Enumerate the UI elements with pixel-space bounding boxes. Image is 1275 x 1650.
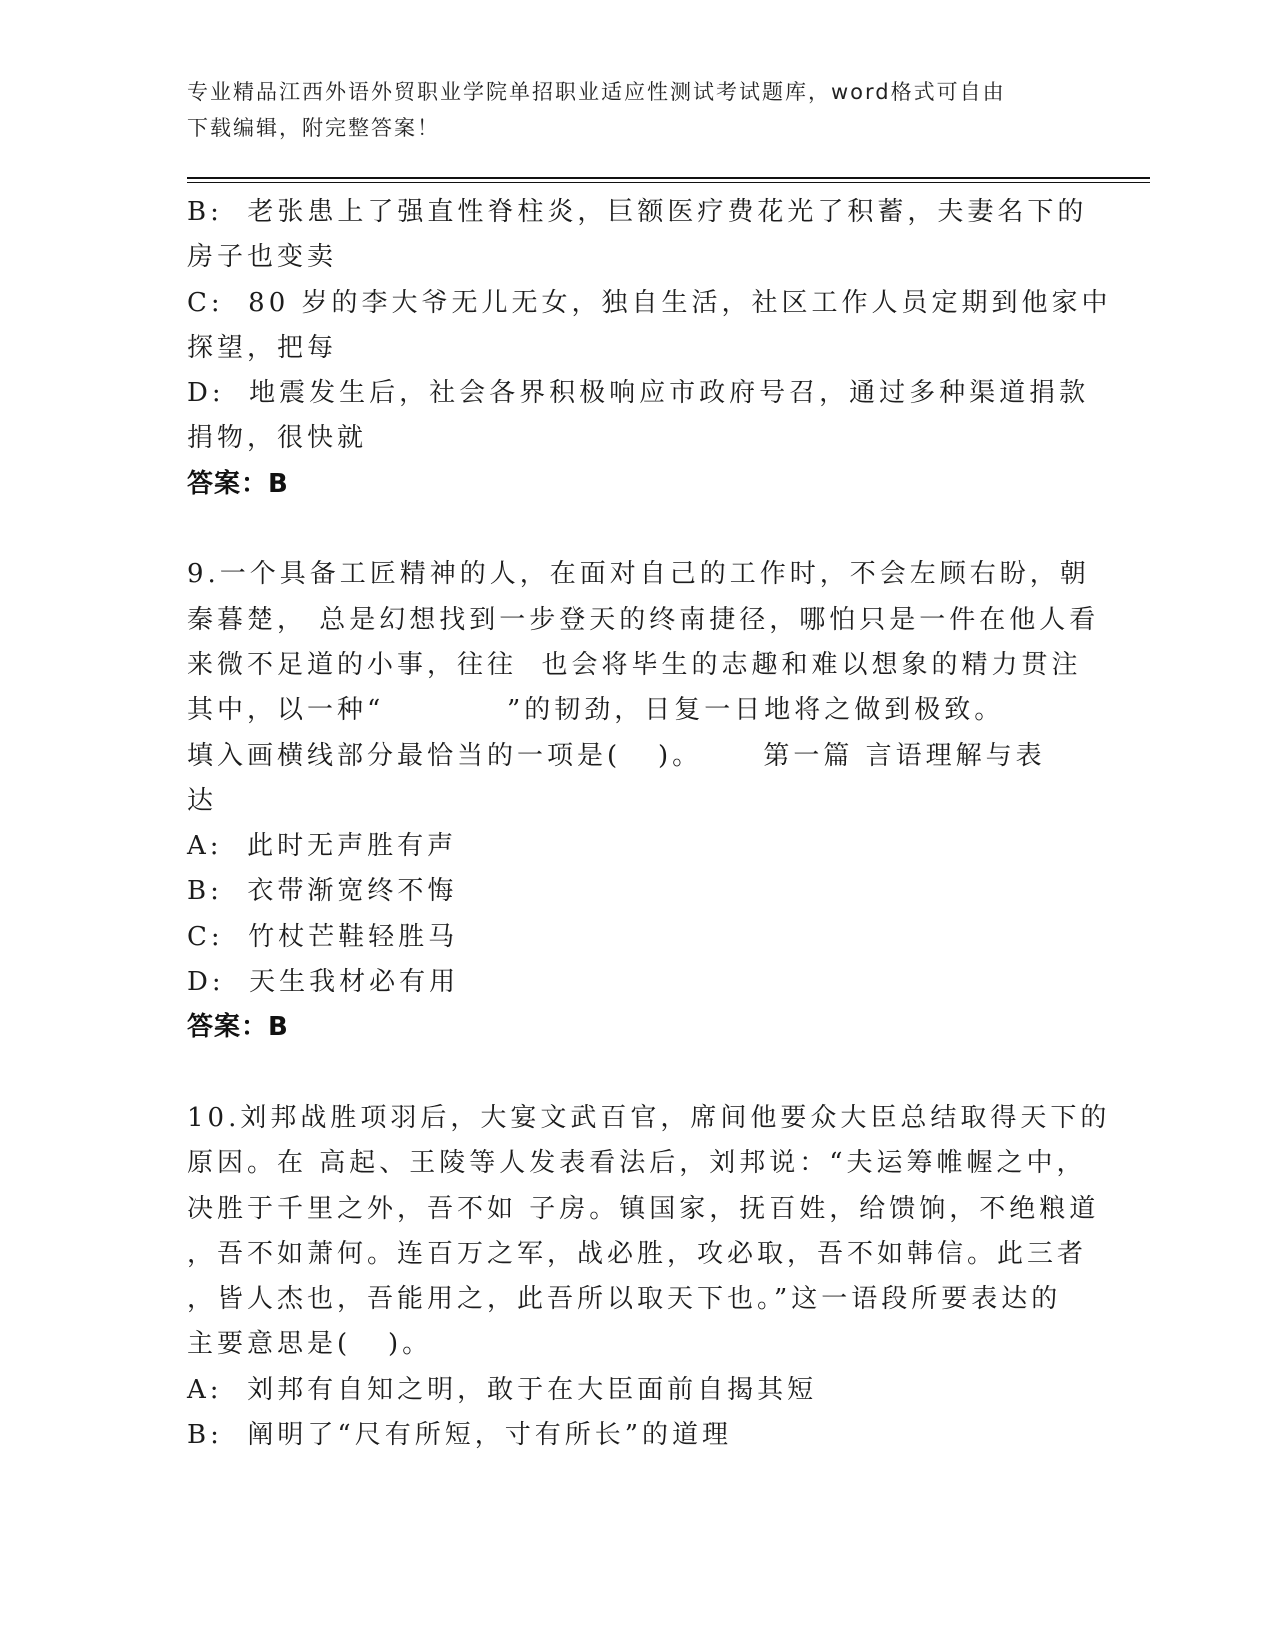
option-b: B: 阐明了“尺有所短，寸有所长”的道理 [187,1420,732,1451]
question-stem-line-6: 主要意思是( )。 [187,1329,433,1360]
question-stem-line-1: 9.一个具备工匠精神的人，在面对自己的工作时，不会左顾右盼，朝 [187,559,1090,590]
question-stem-line-3: 决胜于千里之外，吾不如 子房。镇国家，抚百姓，给馈饷，不绝粮道 [187,1193,1100,1224]
option-d-line-1: D: 地震发生后，社会各界积极响应市政府号召，通过多种渠道捐款 [187,378,1090,409]
option-b: B: 衣带渐宽终不悔 [187,876,458,907]
header-rule-thick [187,177,1150,179]
page-header [187,74,1067,146]
question-stem-line-4: ，吾不如萧何。连百万之军，战必胜，攻必取，吾不如韩信。此三者 [187,1238,1088,1269]
question-stem-line-5: 填入画横线部分最恰当的一项是( )。 第一篇 言语理解与表 [187,740,1046,771]
option-c-line-2: 探望，把每 [187,332,338,363]
option-b-line-1: B: 老张患上了强直性脊柱炎，巨额医疗费花光了积蓄，夫妻名下的 [187,197,1088,227]
question-stem-line-2: 秦暮楚， 总是幻想找到一步登天的终南捷径，哪怕只是一件在他人看 [187,604,1100,635]
question-9 [187,552,1100,1050]
question-stem-line-5: ，皆人杰也，吾能用之，此吾所以取天下也。”这一语段所要表达的 [187,1284,1062,1315]
header-rule-thin [187,182,1150,183]
question-stem-line-6: 达 [187,785,218,816]
option-b-line-2: 房子也变卖 [187,242,338,273]
spacer [187,507,1087,552]
spacer [187,1051,1087,1096]
option-d: D: 天生我材必有用 [187,967,460,998]
document-body [187,190,1112,1458]
question-10 [187,1096,1111,1458]
question-stem-line-1: 10.刘邦战胜项羽后，大宴文武百官，席间他要众大臣总结取得天下的 [187,1102,1111,1133]
question-stem-line-3: 来微不足道的小事，往往 也会将毕生的志趣和难以想象的精力贯注 [187,649,1082,680]
header-line-2: 下载编辑，附完整答案！ [187,116,440,140]
option-a: A: 刘邦有自知之明，敢于在大臣面前自揭其短 [187,1374,818,1405]
header-line-1: 专业精品江西外语外贸职业学院单招职业适应性测试考试题库，word格式可自由 [187,80,1006,104]
option-a: A: 此时无声胜有声 [187,831,458,862]
answer-label: 答案：B [187,1012,289,1043]
answer-label: 答案：B [187,468,289,499]
option-c: C: 竹杖芒鞋轻胜马 [187,921,459,952]
question-8 [187,190,1112,507]
option-d-line-2: 捐物，很快就 [187,423,368,454]
option-c-line-1: C: 80 岁的李大爷无儿无女，独自生活，社区工作人员定期到他家中 [187,287,1112,318]
question-stem-line-4: 其中，以一种“ ”的韧劲，日复一日地将之做到极致。 [187,695,1005,726]
question-stem-line-2: 原因。在 高起、王陵等人发表看法后，刘邦说：“夫运筹帷幄之中， [187,1148,1087,1179]
